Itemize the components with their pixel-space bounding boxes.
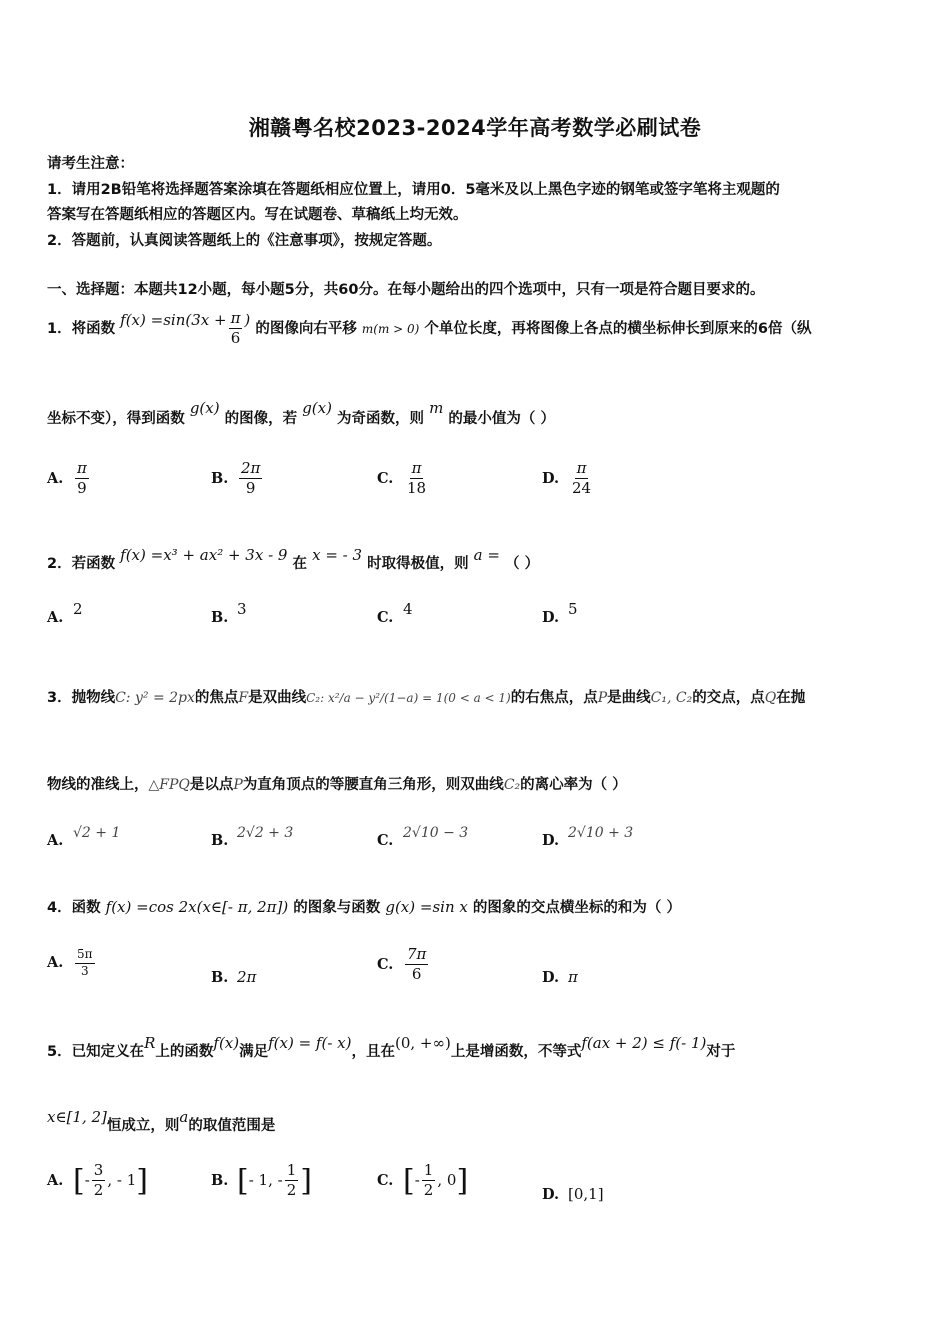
question-2: 2．若函数 f(x) =x³ + ax² + 3x - 9 在 x = - 3 时取得极值，则 a = （ ） xyxy=(47,546,540,572)
q1-g1: g(x) xyxy=(189,399,220,417)
q1-option-c[interactable]: C. $\frac{\pi}{18}$ xyxy=(377,459,427,498)
q5-inequality: f(ax + 2) ≤ f(- 1) xyxy=(581,1034,707,1052)
notice-heading: 请考生注意： xyxy=(47,156,134,172)
q2-option-a[interactable]: A. 2 xyxy=(47,600,83,626)
q5-x-range: x∈[1, 2] xyxy=(47,1108,107,1126)
q4-f-expr: f(x) =cos 2x(x∈[- π, 2π]) xyxy=(105,898,289,916)
q5-interval: (0, +∞) xyxy=(394,1034,451,1052)
q1-option-a[interactable]: A. $\frac{\pi}{9}$ xyxy=(47,459,87,498)
notice-item-1-cont: 答案写在答题纸相应的答题区内。写在试题卷、草稿纸上均无效。 xyxy=(47,207,468,223)
q3-option-b[interactable]: B. 2√2 + 3 xyxy=(211,825,294,849)
q4-g-expr: g(x) =sin x xyxy=(385,898,468,916)
question-5-line-2: x∈[1, 2]恒成立，则a的取值范围是 xyxy=(47,1108,276,1134)
question-1-line-2: 坐标不变），得到函数 g(x) 的图像，若 g(x) 为奇函数，则 m 的最小值为（ ） xyxy=(47,399,555,427)
q2-condition: x = - 3 xyxy=(312,546,363,564)
q2-a: a = xyxy=(473,546,500,564)
q1-m-condition: m(m > 0) xyxy=(361,321,420,336)
q1-m: m xyxy=(429,399,444,417)
q1-function: f(x) =sin(3x + xyxy=(120,310,227,329)
q3-triangle: △𝐹𝑃𝑄 xyxy=(148,777,190,793)
q2-option-d[interactable]: D. 5 xyxy=(542,600,578,626)
q4-option-c[interactable]: C. $\frac{7\pi}{6}$ xyxy=(377,945,427,984)
q2-option-c[interactable]: C. 4 xyxy=(377,600,413,626)
page-title: 湘赣粤名校2023-2024学年高考数学必刷试卷 xyxy=(248,116,702,140)
q2-function: f(x) =x³ + ax² + 3x - 9 xyxy=(120,546,288,564)
notice-item-1: 1．请用2B铅笔将选择题答案涂填在答题纸相应位置上，请用0．5毫米及以上黑色字迹的钢笔或签字笔将主观题的 xyxy=(47,182,780,198)
q2-option-b[interactable]: B. 3 xyxy=(211,600,247,626)
question-3-line-1: 3．抛物线𝐶: 𝑦² = 2𝑝𝑥的焦点𝐹是双曲线𝐶₂: 𝑥²/𝑎 − 𝑦²/(1−𝑎) = 1(0 < 𝑎 < 1)的右焦点，点𝑃是曲线𝐶₁, 𝐶₂的交点，点𝑄在抛 xyxy=(47,690,806,706)
question-3-line-2: 物线的准线上，△𝐹𝑃𝑄是以点𝑃为直角顶点的等腰直角三角形，则双曲线𝐶₂的离心率为（ ） xyxy=(47,777,627,793)
q5-option-c[interactable]: C. [- $\frac{1}{2}$ , 0] xyxy=(377,1161,469,1200)
q3-parabola: 𝐶: 𝑦² = 2𝑝𝑥 xyxy=(115,690,195,706)
notice-item-2: 2．答题前，认真阅读答题纸上的《注意事项》，按规定答题。 xyxy=(47,233,442,249)
q1-option-b[interactable]: B. $\frac{2\pi}{9}$ xyxy=(211,459,261,498)
q3-option-c[interactable]: C. 2√10 − 3 xyxy=(377,825,469,849)
q4-option-b[interactable]: B. 2π xyxy=(211,968,257,986)
q5-option-b[interactable]: B. [- 1, - $\frac{1}{2}$ ] xyxy=(211,1161,312,1200)
question-1-line-1: 1．将函数 f(x) =sin(3x + $\frac{\pi}{6}$ ) 的图像向右平移 m(m > 0) 个单位长度，再将图像上各点的横坐标伸长到原来的6倍（纵 xyxy=(47,309,812,348)
q1-g2: g(x) xyxy=(302,399,332,417)
q4-option-d[interactable]: D. π xyxy=(542,968,578,986)
q3-option-a[interactable]: A. √2 + 1 xyxy=(47,825,121,849)
q4-option-a[interactable]: A. $\frac{5\pi}{3}$ xyxy=(47,947,93,978)
question-5-line-1: 5．已知定义在R上的函数f(x)满足f(x) = f(- x)，且在(0, +∞)上是增函数，不等式f(ax + 2) ≤ f(- 1)对于 xyxy=(47,1034,736,1060)
q5-option-d[interactable]: D. [0,1] xyxy=(542,1185,604,1203)
q5-option-a[interactable]: A. [- $\frac{3}{2}$ , - 1] xyxy=(47,1161,148,1200)
q3-option-d[interactable]: D. 2√10 + 3 xyxy=(542,825,634,849)
question-4: 4．函数 f(x) =cos 2x(x∈[- π, 2π]) 的图象与函数 g(x) =sin x 的图象的交点横坐标的和为（ ） xyxy=(47,898,681,916)
q3-hyperbola: 𝐶₂: 𝑥²/𝑎 − 𝑦²/(1−𝑎) = 1(0 < 𝑎 < 1) xyxy=(306,691,511,705)
q1-option-d[interactable]: D. $\frac{\pi}{24}$ xyxy=(542,459,592,498)
q1-pi-over-6: $\frac{\pi}{6}$ xyxy=(230,309,241,348)
q5-even-condition: f(x) = f(- x) xyxy=(268,1034,352,1052)
q1-text: 1．将函数 xyxy=(47,320,116,337)
section-heading: 一、选择题：本题共12小题，每小题5分，共60分。在每小题给出的四个选项中，只有一项是符合题目要求的。 xyxy=(47,282,765,298)
